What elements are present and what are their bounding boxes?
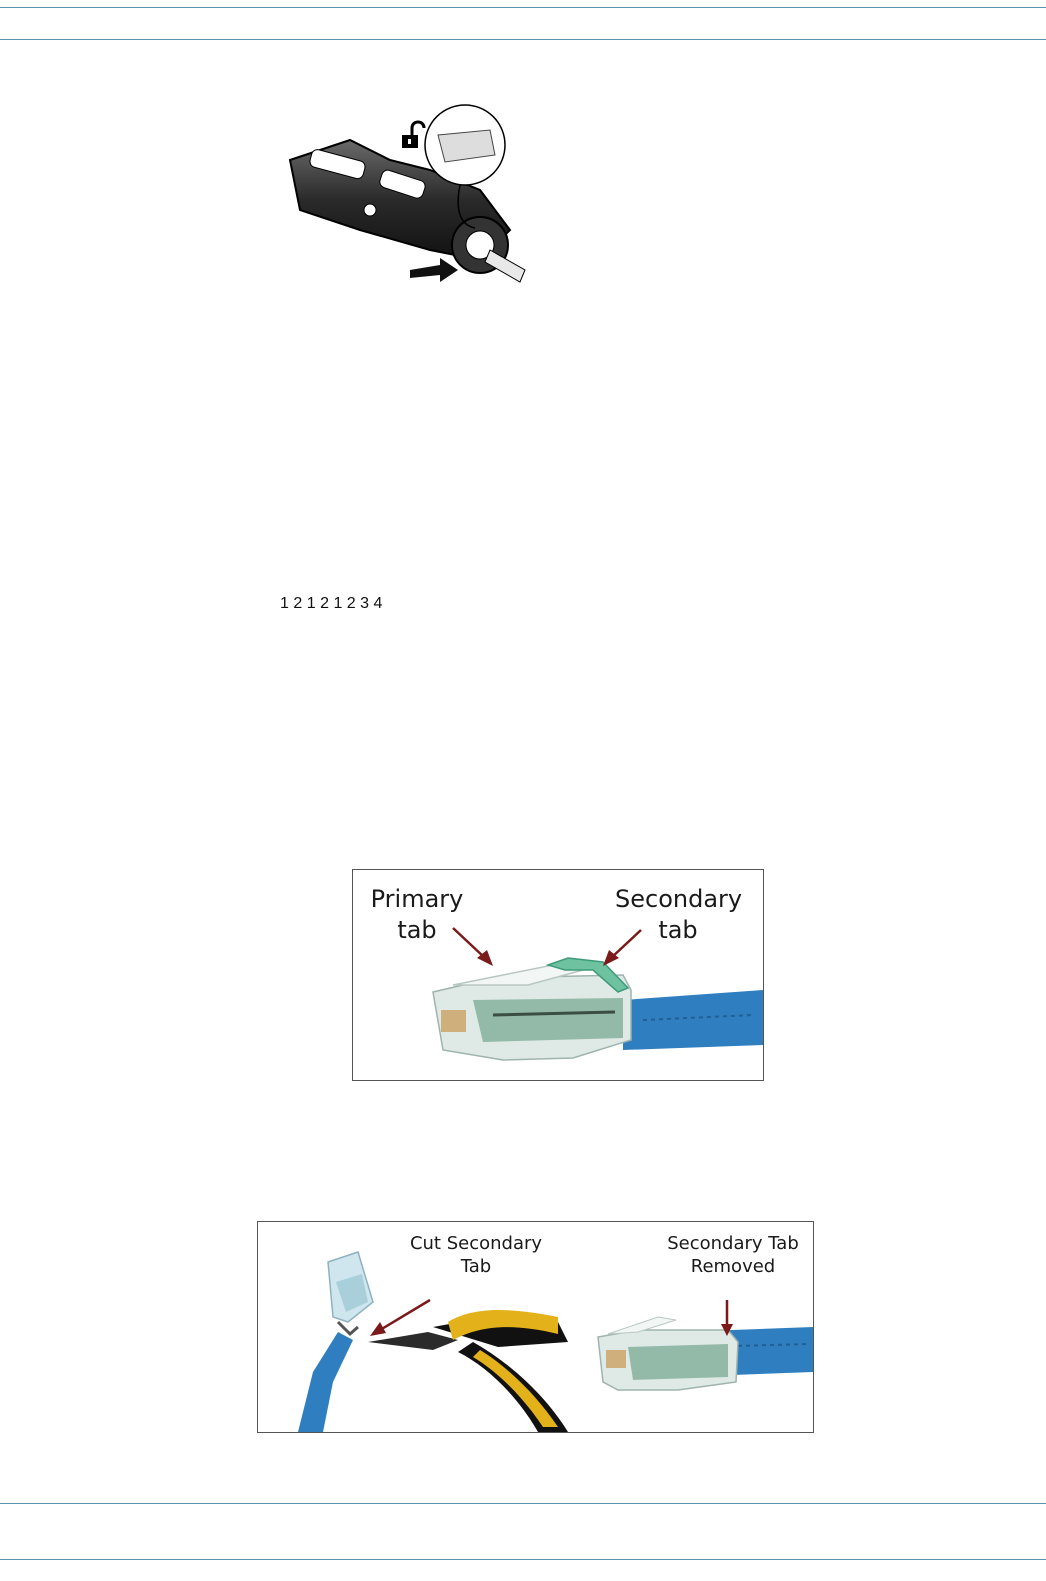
footer-rule-top [0,1503,1046,1504]
primary-tab-label-line2: tab [397,916,437,945]
header-rule-bottom [0,39,1046,40]
step-1-label: 1 [280,595,289,612]
secondary-tab-removed-line2: Removed [690,1256,776,1278]
step-2-label: 2 [320,595,329,612]
connector-assembly-figure [280,100,800,612]
cut-tab-arrow [370,1300,430,1336]
step-4-label: 4 [373,595,383,612]
unlock-icon [402,122,424,148]
footer-rule-bottom [0,1559,1046,1560]
secondary-tab-label-line2: tab [658,916,698,945]
cut-secondary-tab-line2: Tab [460,1256,492,1278]
step-3-illustration: 1 2 [333,595,356,612]
cut-secondary-tab-line1: Cut Secondary [409,1233,543,1254]
header-rule-top [0,7,1046,8]
secondary-tab-removed-line1: Secondary Tab [667,1233,799,1254]
secondary-tab-label-line1: Secondary [615,885,743,913]
rj45-tabs-photo-frame [352,869,764,1081]
cut-tab-photo-frame [257,1221,814,1433]
cut-secondary-tab-label [406,1232,546,1279]
secondary-tab-removed-label [662,1232,804,1279]
step-1-illustration [290,105,525,282]
secondary-tab-label [615,884,741,946]
primary-tab-label-line1: Primary [370,885,464,913]
step-3-label: 3 [360,595,370,612]
connector-step-illustrations [280,100,800,590]
step-2-illustration: 2 1 [293,595,316,612]
primary-tab-label [369,884,465,946]
